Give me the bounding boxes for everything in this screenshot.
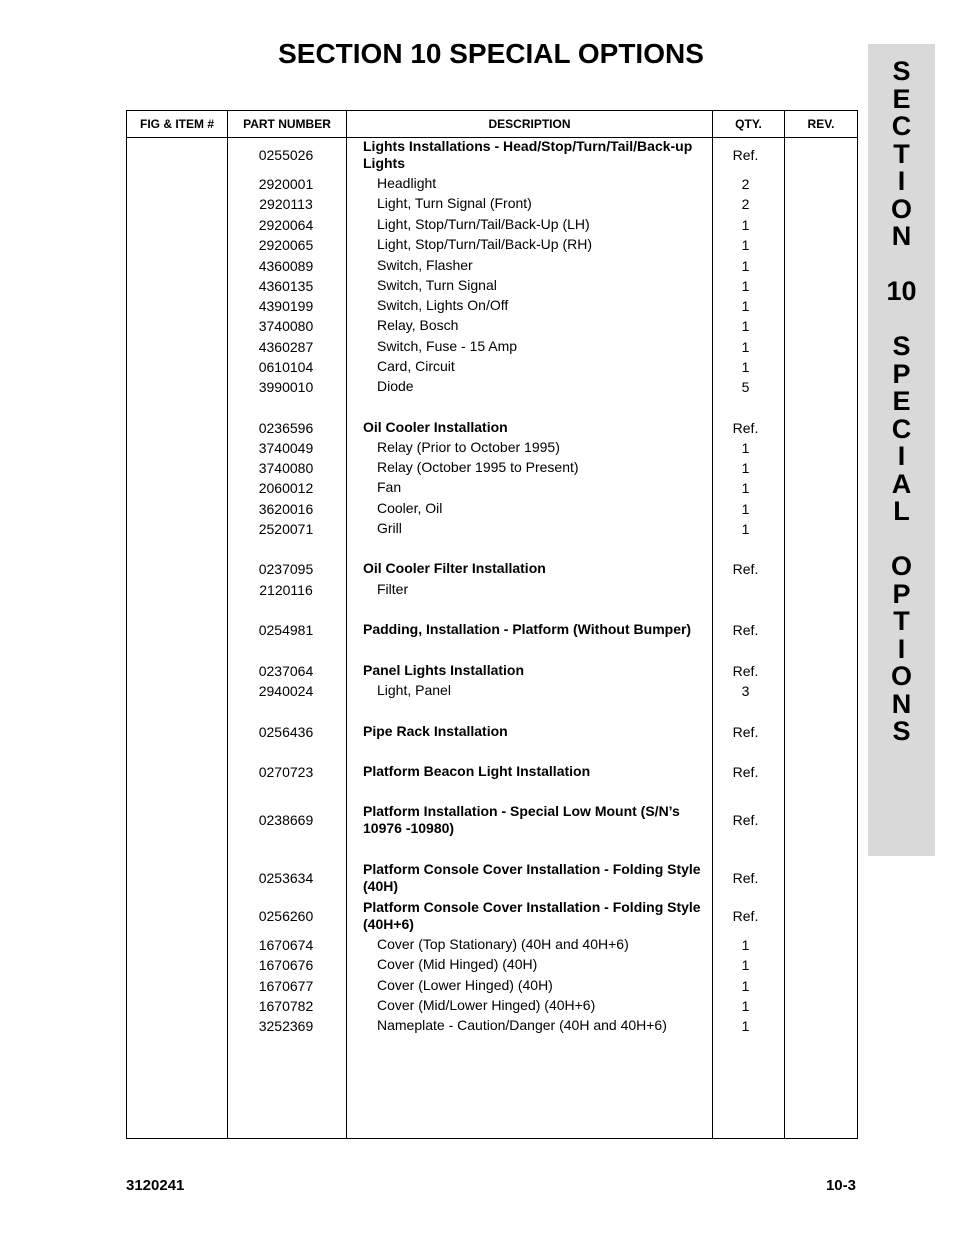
table-row (126, 861, 781, 895)
table-row (126, 621, 781, 638)
description: Relay, Bosch (377, 317, 459, 333)
part-number: 2120116 (259, 581, 313, 598)
description: Panel Lights Installation (363, 662, 525, 678)
side-tab-letter: 10 (886, 276, 917, 306)
table-row (126, 297, 781, 314)
quantity: 1 (741, 977, 750, 994)
side-tab-letter: C (891, 413, 912, 444)
part-number: 0255026 (258, 147, 314, 163)
part-number: 4390199 (258, 297, 314, 314)
table-header-row (127, 111, 858, 138)
description: Grill (377, 520, 402, 536)
quantity: Ref. (732, 723, 759, 740)
table-row (126, 662, 781, 679)
description: Card, Circuit (377, 358, 455, 374)
table-row (126, 277, 781, 294)
side-tab-letter: A (891, 468, 912, 499)
description: Oil Cooler Filter Installation (363, 560, 546, 576)
part-number: 4360287 (258, 338, 314, 355)
side-tab-letter: I (897, 633, 906, 664)
side-tab-letter: E (892, 386, 911, 416)
description: Relay (October 1995 to Present) (377, 459, 579, 475)
side-tab-letters (868, 58, 935, 746)
table-row (126, 560, 781, 577)
part-number: 0253634 (258, 870, 314, 886)
description: Filter (377, 581, 409, 597)
quantity: 1 (741, 479, 750, 496)
part-number: 2920113 (259, 195, 313, 212)
part-number: 0236596 (258, 419, 314, 436)
part-number: 0237095 (258, 560, 314, 577)
side-tab-letter: E (892, 83, 911, 114)
side-tab-letter: O (890, 193, 912, 224)
description: Cover (Lower Hinged) (40H) (377, 977, 553, 993)
description: Switch, Lights On/Off (377, 297, 509, 313)
quantity: Ref. (732, 870, 759, 886)
table-row (126, 137, 781, 173)
table-row (126, 956, 781, 973)
part-number: 0256436 (258, 723, 314, 740)
header-description: DESCRIPTION (347, 111, 713, 138)
part-number: 2060012 (258, 479, 314, 496)
table-row (126, 358, 781, 375)
page-number: 10-3 (825, 1177, 856, 1194)
header-rev: REV. (785, 111, 858, 138)
table-row (126, 378, 781, 395)
side-tab-letter: L (893, 496, 910, 526)
quantity: 1 (741, 338, 750, 355)
description: Light, Turn Signal (Front) (377, 195, 532, 211)
side-tab-letter: O (890, 551, 912, 581)
part-number: 3252369 (258, 1017, 314, 1034)
quantity: 1 (741, 297, 750, 314)
side-tab-letter: N (891, 688, 912, 719)
side-tab-letter: T (893, 138, 910, 169)
quantity: 1 (741, 459, 750, 476)
table-row (126, 195, 781, 212)
part-number: 2940024 (258, 682, 314, 699)
table-row (126, 1017, 781, 1034)
table-row (126, 317, 781, 334)
quantity: 1 (741, 997, 750, 1014)
quantity: 1 (741, 439, 750, 456)
header-part-number: PART NUMBER (228, 111, 347, 138)
description: Cover (Top Stationary) (40H and 40H+6) (377, 936, 629, 952)
quantity: 1 (741, 520, 750, 537)
part-number: 1670676 (258, 956, 314, 973)
description: Lights Installations - Head/Stop/Turn/Tail/Back-up Lights (363, 138, 693, 171)
side-tab-letter: I (897, 441, 906, 471)
table-row (126, 899, 781, 933)
table-row (126, 763, 781, 780)
table-row (126, 459, 781, 476)
part-number: 4360135 (258, 277, 314, 294)
table-row (126, 997, 781, 1014)
table-row (126, 803, 781, 837)
description: Cooler, Oil (377, 500, 443, 516)
table-row (126, 439, 781, 456)
table-row (126, 216, 781, 233)
part-number: 3740080 (258, 317, 314, 334)
column-rev (785, 138, 858, 1139)
side-tab-letter: P (892, 358, 911, 389)
side-tab-letter: T (893, 606, 910, 636)
quantity: 2 (741, 195, 750, 212)
part-number: 1670782 (258, 997, 314, 1014)
quantity: Ref. (732, 763, 759, 780)
description: Nameplate - Caution/Danger (40H and 40H+6) (377, 1017, 667, 1033)
table-row (126, 977, 781, 994)
description: Padding, Installation - Platform (Without Bumper) (363, 621, 692, 637)
quantity: 1 (741, 956, 750, 973)
side-tab-letter: C (891, 111, 912, 141)
table-row (126, 257, 781, 274)
quantity: Ref. (732, 560, 759, 577)
part-number: 1670677 (258, 977, 314, 994)
quantity: Ref. (732, 621, 759, 638)
description: Diode (377, 378, 414, 394)
quantity: 2 (741, 175, 750, 192)
quantity: 1 (741, 257, 750, 274)
quantity: Ref. (732, 147, 759, 163)
quantity: Ref. (732, 662, 759, 679)
part-number: 2920065 (258, 236, 314, 253)
part-number: 0237064 (258, 662, 314, 679)
header-fig-item: FIG & ITEM # (127, 111, 228, 138)
description: Light, Stop/Turn/Tail/Back-Up (LH) (377, 216, 590, 232)
quantity: 1 (741, 936, 750, 953)
side-tab-letter: S (892, 56, 911, 86)
description: Light, Stop/Turn/Tail/Back-Up (RH) (377, 236, 592, 252)
part-number: 3620016 (258, 500, 314, 517)
document-number: 3120241 (126, 1177, 185, 1194)
quantity: 1 (741, 216, 750, 233)
side-tab-letter: S (892, 716, 911, 746)
header-qty: QTY. (713, 111, 785, 138)
table-row (126, 175, 781, 192)
description: Headlight (377, 175, 437, 191)
description: Cover (Mid/Lower Hinged) (40H+6) (377, 997, 596, 1013)
side-tab-letter: I (897, 166, 906, 196)
quantity: 1 (741, 500, 750, 517)
description: Switch, Turn Signal (377, 277, 497, 293)
part-number: 1670674 (258, 936, 314, 953)
table-row (126, 419, 781, 436)
part-number: 2920001 (258, 175, 314, 192)
description: Oil Cooler Installation (363, 419, 508, 435)
part-number: 2920064 (258, 216, 314, 233)
part-number: 4360089 (258, 257, 314, 274)
page-title: SECTION 10 SPECIAL OPTIONS (278, 38, 704, 69)
part-number: 0254981 (258, 621, 314, 638)
quantity: 1 (741, 317, 750, 334)
description: Platform Beacon Light Installation (363, 763, 591, 779)
part-number: 0256260 (258, 908, 314, 924)
quantity: 5 (741, 378, 750, 395)
side-tab-letter (868, 306, 935, 334)
quantity: 1 (741, 358, 750, 375)
table-row (126, 338, 781, 355)
description: Light, Panel (377, 682, 451, 698)
part-number: 3990010 (258, 378, 314, 395)
table-row (126, 682, 781, 699)
description: Fan (377, 479, 402, 495)
part-number: 0270723 (258, 763, 314, 780)
side-tab-letter: N (891, 221, 912, 251)
part-number: 0238669 (258, 812, 314, 828)
part-number: 0610104 (258, 358, 314, 375)
part-number: 3740049 (258, 439, 314, 456)
description: Platform Installation - Special Low Mount (S/N’s 10976 -10980) (363, 803, 680, 836)
quantity: 1 (741, 277, 750, 294)
description: Switch, Flasher (377, 257, 473, 273)
part-number: 3740080 (258, 459, 314, 476)
description: Platform Console Cover Installation - Folding Style (40H+6) (363, 899, 701, 932)
description: Platform Console Cover Installation - Folding Style (40H) (363, 861, 701, 894)
side-tab-letter (868, 251, 935, 279)
quantity: 1 (741, 1017, 750, 1034)
side-tab-letter: O (890, 661, 912, 691)
quantity: Ref. (732, 908, 759, 924)
table-row (126, 936, 781, 953)
description: Cover (Mid Hinged) (40H) (377, 956, 538, 972)
description: Relay (Prior to October 1995) (377, 439, 560, 455)
table-row (126, 581, 781, 598)
section-side-tab (868, 44, 935, 856)
part-number: 2520071 (258, 520, 314, 537)
table-row (126, 500, 781, 517)
side-tab-letter: P (892, 578, 911, 609)
side-tab-letter: S (892, 331, 911, 361)
table-row (126, 520, 781, 537)
quantity: Ref. (732, 419, 759, 436)
quantity: 3 (741, 682, 750, 699)
table-row (126, 723, 781, 740)
description: Pipe Rack Installation (363, 723, 508, 739)
quantity: Ref. (732, 812, 759, 828)
side-tab-letter (868, 526, 935, 554)
table-row (126, 479, 781, 496)
table-row (126, 236, 781, 253)
quantity: 1 (741, 236, 750, 253)
description: Switch, Fuse - 15 Amp (377, 338, 518, 354)
